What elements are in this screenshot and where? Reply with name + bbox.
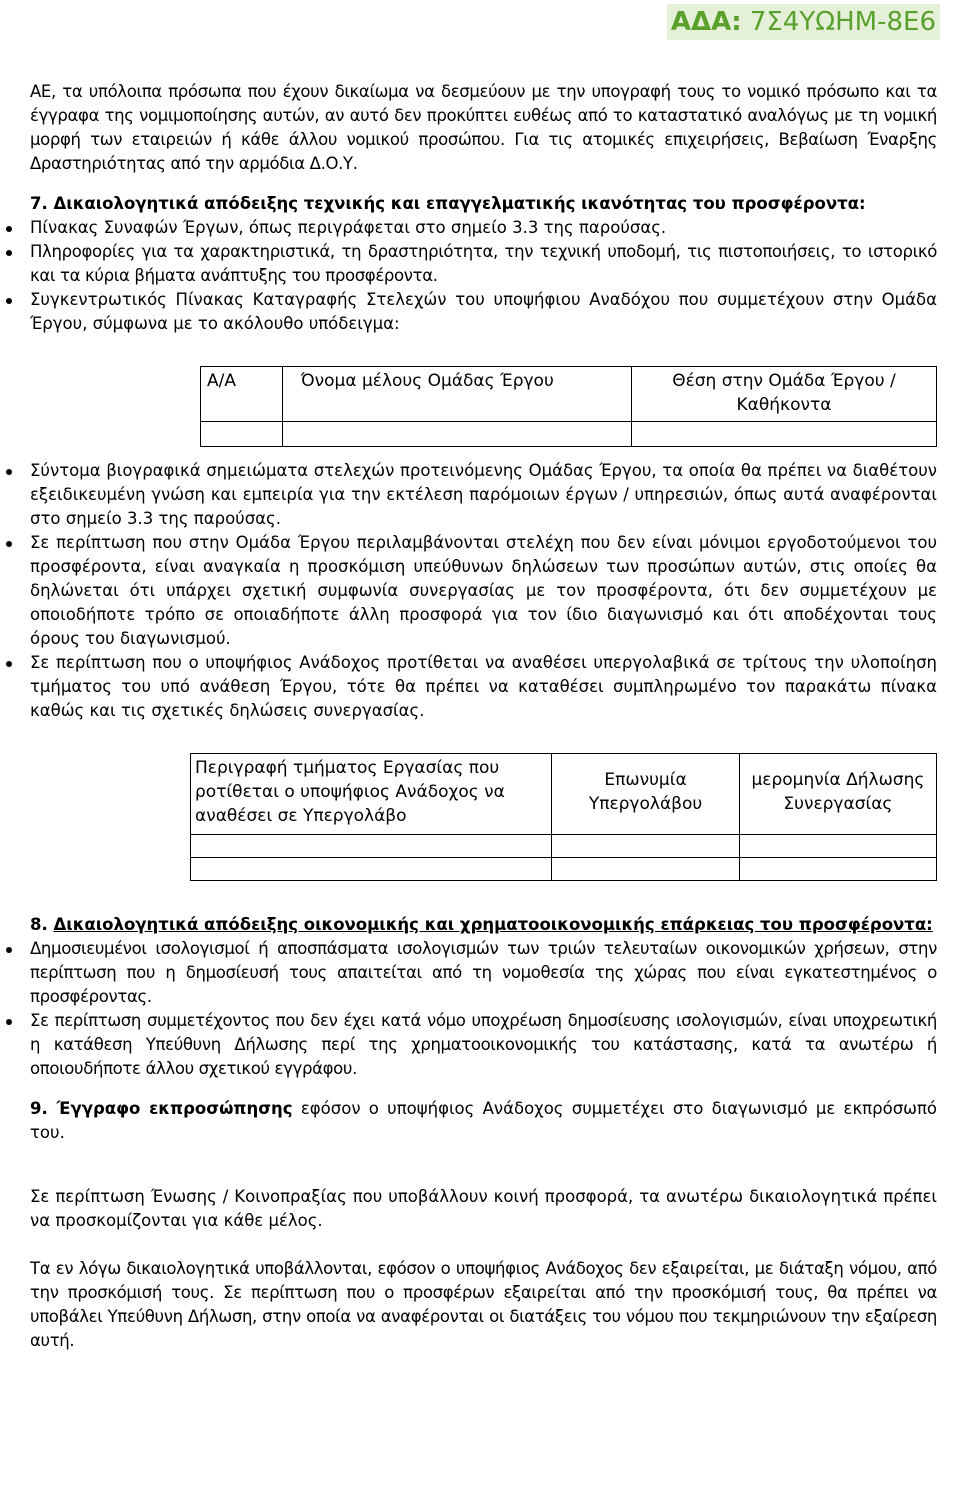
list-item-text: Δημοσιευμένοι ισολογισμοί ή αποσπάσματα ισολογισμών των τριών τελευταίων οικονομικών χρήσεων, στην περίπτωση που η δημοσίευσή τους απαιτείται από τη νομοθεσία της χώρας που είναι εγκατεστημένος ο προσφέροντας.: [30, 939, 937, 1006]
table-header-cell: Α/Α: [201, 367, 283, 422]
list-item: [30, 937, 937, 1009]
bullet-icon: [6, 661, 12, 667]
bullet-icon: [6, 469, 12, 475]
table-header-cell: Περιγραφή τμήματος Εργασίας που ροτίθεται ο υποψήφιος Ανάδοχος να αναθέσει σε Υπεργολάβο: [191, 754, 552, 835]
table-cell: [552, 835, 740, 858]
ada-prefix: ΑΔΑ:: [670, 7, 742, 37]
bullet-icon: [6, 226, 12, 232]
list-item-text: Σε περίπτωση συμμετέχοντος που δεν έχει κατά νόμο υποχρέωση δημοσίευσης ισολογισμών, είναι υποχρεωτική η κατάθεση Υπεύθυνη Δήλωσης περί της χρηματοοικονομικής του κατάστασης, κατά τα ανωτέρω ή οποιουδήποτε άλλου σχετικού εγγράφου.: [30, 1011, 937, 1078]
section-8-heading: [30, 913, 937, 937]
section-8-title: Δικαιολογητικά απόδειξης οικονομικής και χρηματοοικονομικής επάρκειας του προσφέροντα:: [53, 915, 933, 934]
list-item: [30, 459, 937, 531]
list-item: [30, 216, 937, 240]
table-cell: [739, 858, 936, 881]
ada-badge: [667, 4, 940, 40]
document-body: [30, 80, 937, 1353]
table-cell: [739, 835, 936, 858]
section-7-heading: 7. Δικαιολογητικά απόδειξης τεχνικής και επαγγελματικής ικανότητας του προσφέροντα:: [30, 194, 866, 213]
section-7-list-a: [30, 216, 937, 336]
list-item-text: Σε περίπτωση που ο υποψήφιος Ανάδοχος προτίθεται να αναθέσει υπεργολαβικά σε τρίτους την υλοποίηση τμήματος του υπό ανάθεση Έργου, τότε θα πρέπει να καταθέσει συμπληρωμένο τον παρακάτω πίνακα καθώς και τις σχετικές δηλώσεις συνεργασίας.: [30, 653, 937, 720]
table-header-row: [191, 754, 937, 835]
table-cell: [191, 835, 552, 858]
table-header-row: [201, 367, 937, 422]
bullet-icon: [6, 250, 12, 256]
section-8-list: [30, 937, 937, 1081]
list-item: [30, 1009, 937, 1081]
table-header-cell: Θέση στην Ομάδα Έργου / Καθήκοντα: [631, 367, 936, 422]
table-row: [191, 835, 937, 858]
bullet-icon: [6, 541, 12, 547]
table-cell: [631, 422, 936, 447]
table-cell: [191, 858, 552, 881]
table-header-cell: Επωνυμία Υπεργολάβου: [552, 754, 740, 835]
section-9-text: εφόσον ο υποψήφιος Ανάδοχος συμμετέχει στο διαγωνισμό με εκπρόσωπό του.: [30, 1099, 937, 1142]
table-cell: [201, 422, 283, 447]
bullet-icon: [6, 947, 12, 953]
intro-paragraph: ΑΕ, τα υπόλοιπα πρόσωπα που έχουν δικαίωμα να δεσμεύουν με την υπογραφή τους το νομικό πρόσωπο και τα έγγραφα της νομιμοποίησης αυτών, αν αυτό δεν προκύπτει ευθέως από το καταστατικό αναλόγως με τη νομική μορφή των εταιρειών ή κάθε άλλου νομικού προσώπου. Για τις ατομικές επιχειρήσεις, Βεβαίωση Έναρξης Δραστηριότητας από την αρμόδια Δ.Ο.Υ.: [30, 82, 937, 173]
table-row: [201, 422, 937, 447]
closing-paragraph: Σε περίπτωση Ένωσης / Κοινοπραξίας που υποβάλλουν κοινή προσφορά, τα ανωτέρω δικαιολογητικά πρέπει να προσκομίζονται για κάθε μέλος.: [30, 1187, 937, 1230]
list-item-text: Πίνακας Συναφών Έργων, όπως περιγράφεται στο σημείο 3.3 της παρούσας.: [30, 218, 667, 237]
list-item-text: Συγκεντρωτικός Πίνακας Καταγραφής Στελεχών του υποψήφιου Αναδόχου που συμμετέχουν στην Ομάδα Έργου, σύμφωνα με το ακόλουθο υπόδειγμα:: [30, 290, 937, 333]
section-8-number: 8.: [30, 915, 48, 934]
bullet-icon: [6, 1019, 12, 1025]
list-item: [30, 651, 937, 723]
list-item: [30, 288, 937, 336]
closing-paragraph: Τα εν λόγω δικαιολογητικά υποβάλλονται, εφόσον ο υποψήφιος Ανάδοχος δεν εξαιρείται, με διάταξη νόμου, από την προσκόμισή τους. Σε περίπτωση που ο προσφέρων εξαιρείται από την προσκόμισή τους, θα πρέπει να υποβάλει Υπεύθυνη Δήλωση, στην οποία να αναφέρονται οι διατάξεις του νόμου που τεκμηριώνουν την εξαίρεση αυτή.: [30, 1259, 937, 1350]
section-7-list-b: [30, 459, 937, 723]
table-row: [191, 858, 937, 881]
list-item: [30, 240, 937, 288]
section-9-heading: 9. Έγγραφο εκπροσώπησης: [30, 1099, 293, 1118]
list-item-text: Σύντομα βιογραφικά σημειώματα στελεχών προτεινόμενης Ομάδας Έργου, τα οποία θα πρέπει να διαθέτουν εξειδικευμένη γνώση και εμπειρία για την εκτέλεση παρόμοιων έργων / υπηρεσιών, όπως αυτά αναφέρονται στο σημείο 3.3 της παρούσας.: [30, 461, 937, 528]
table-cell: [282, 422, 631, 447]
table-cell: [552, 858, 740, 881]
table-header-cell: Όνομα μέλους Ομάδας Έργου: [282, 367, 631, 422]
section-9-paragraph: [30, 1097, 937, 1145]
bullet-icon: [6, 298, 12, 304]
table-header-cell: μερομηνία Δήλωσης Συνεργασίας: [739, 754, 936, 835]
ada-code: 7Σ4ΥΩΗΜ-8Ε6: [749, 7, 936, 37]
project-team-table: [200, 366, 937, 447]
list-item-text: Πληροφορίες για τα χαρακτηριστικά, τη δραστηριότητα, την τεχνική υποδομή, τις πιστοποιήσεις, το ιστορικό και τα κύρια βήματα ανάπτυξης του προσφέροντα.: [30, 242, 937, 285]
subcontractor-table: [190, 753, 937, 881]
list-item: [30, 531, 937, 651]
list-item-text: Σε περίπτωση που στην Ομάδα Έργου περιλαμβάνονται στελέχη που δεν είναι μόνιμοι εργοδοτούμενοι του προσφέροντα, είναι αναγκαία η προσκόμιση υπεύθυνων δηλώσεων των προσώπων αυτών, στις οποίες θα δηλώνεται ότι υπάρχει σχετική συμφωνία συνεργασίας με τον προσφέροντα, ότι δεν συμμετέχουν με οποιοδήποτε τρόπο σε οποιαδήποτε άλλη προσφορά για τον ίδιο διαγωνισμό και ότι αποδέχονται τους όρους του διαγωνισμού.: [30, 533, 937, 648]
